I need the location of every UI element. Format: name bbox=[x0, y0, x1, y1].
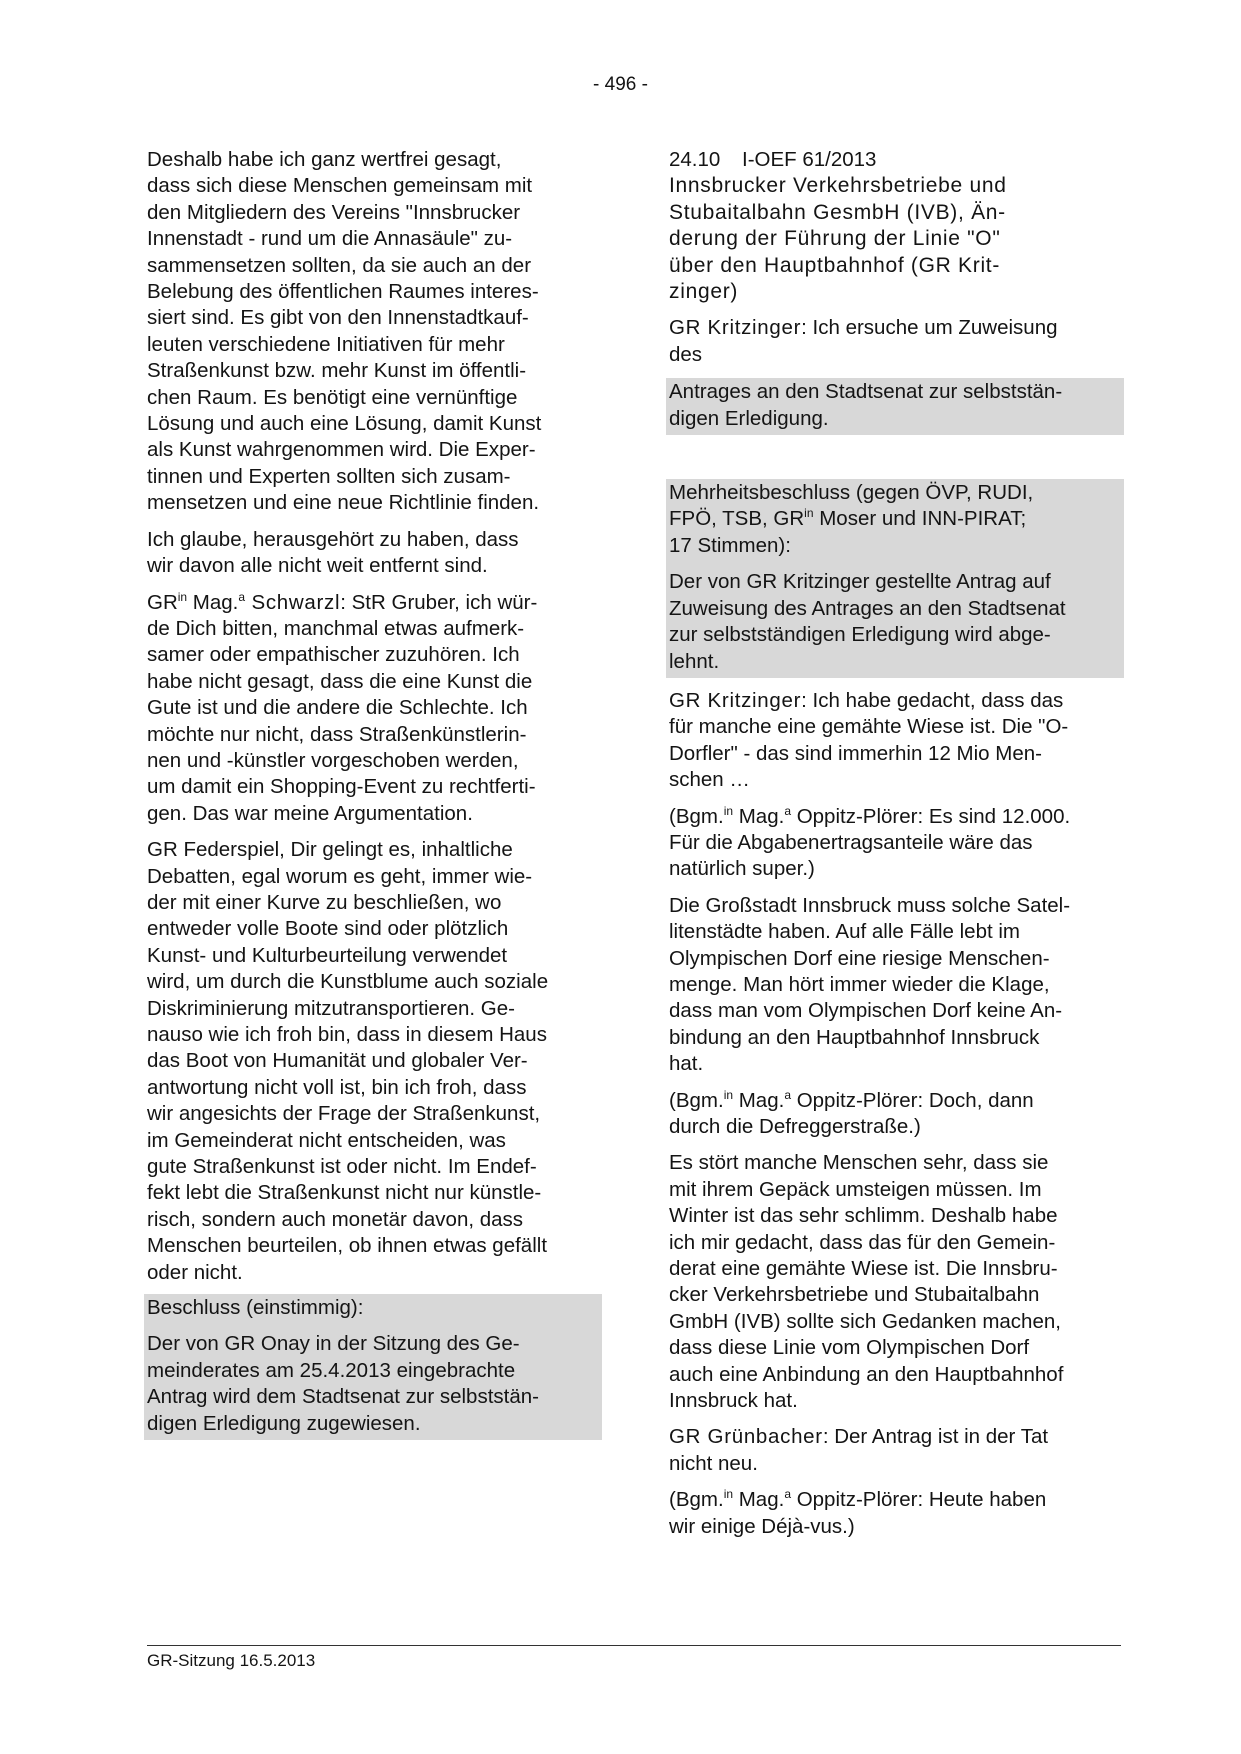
agenda-item-code: I-OEF 61/2013 bbox=[742, 148, 877, 171]
speaker-name: GR Kritzinger bbox=[669, 688, 802, 712]
page-number: - 496 - bbox=[593, 74, 648, 95]
mehrheitsbeschluss-block bbox=[666, 479, 1124, 678]
agenda-item-heading bbox=[669, 147, 1121, 173]
paragraph-wertfrei: Deshalb habe ich ganz wertfrei gesagt, dass sich diese Menschen gemeinsam mit den Mitgliedern des Vereins "Innsbrucker Innenstadt - rund um die Annasäule" zu- sammensetzen sollten, da sie auch an der Belebung des öffentlichen Raumes interes- siert sind. Es gibt von den Innenstadtkauf- leuten verschiedene Initiativen für mehr Straßenkunst bzw. mehr Kunst im öffentli- chen Raum. Es benötigt eine vernünftige Lösung und auch eine Lösung, damit Kunst als Kunst wahrgenommen wird. Die Exper- tinnen und Experten sollten sich zusam- mensetzen und eine neue Richtlinie finden. bbox=[147, 148, 542, 515]
paragraph-schwarzl: $GR^{in}$ Mag.$^a$ Schwarzl: StR Gruber, ich wür- de Dich bitten, manchmal etwas aufmerk- samer oder empathischer zuzuhören. Ich habe nicht gesagt, dass die eine Kunst die Gute ist und die andere die Schlechte. Ich möchte nur nicht, dass Straßenkünstlerin- nen und -künstler vorgeschoben werden, um damit ein Shopping-Event zu rechtferti- gen. Das war meine Argumentation. bbox=[147, 589, 538, 825]
mehrheitsbeschluss-label: Mehrheitsbeschluss (gegen ÖVP, RUDI, FPÖ, TSB, $GR^{in}$ Moser und INN-PIRAT; 17 Stimmen): bbox=[669, 481, 1034, 557]
footer-divider bbox=[147, 1645, 1121, 1646]
paragraph-bgm-interjection-3: (Bgm.$^{in}$ Mag.$^a$ Oppitz-Plörer: Heute haben wir einige Déjà-vus.) bbox=[669, 1487, 1047, 1538]
beschluss-label: Beschluss (einstimmig): bbox=[147, 1296, 364, 1320]
speaker-name: GR Kritzinger bbox=[669, 316, 802, 340]
agenda-item-title: Innsbrucker Verkehrsbetriebe und Stubaitalbahn GesmbH (IVB), Än- derung der Führung der Linie "O" über den Hauptbahnhof (GR Krit- zinger) bbox=[669, 174, 1007, 304]
paragraph-bgm-interjection-1: (Bgm.$^{in}$ Mag.$^a$ Oppitz-Plörer: Es sind 12.000. Für die Abgabenertragsanteile wäre das natürlich super.) bbox=[669, 803, 1071, 881]
right-column bbox=[669, 147, 1121, 1540]
paragraph-herausgehoert: Ich glaube, herausgehört zu haben, dass wir davon alle nicht weit entfernt sind. bbox=[147, 527, 519, 578]
beschluss-text: Der von GR Onay in der Sitzung des Ge- meinderates am 25.4.2013 eingebrachte Antrag wird dem Stadtsenat zur selbststän- digen Erledigung zugewiesen. bbox=[147, 1332, 539, 1435]
request-shaded-block: Antrages an den Stadtsenat zur selbststän- digen Erledigung. bbox=[666, 378, 1124, 435]
paragraph-gepaeck: Es stört manche Menschen sehr, dass sie mit ihrem Gepäck umsteigen müssen. Im Winter ist das sehr schlimm. Deshalb habe ich mir gedacht, dass das für den Gemein- derat eine gemähte Wiese ist. Die Innsbru- cker Verkehrsbetriebe und Stubaitalbahn GmbH (IVB) sollte sich Gedanken machen, dass diese Linie vom Olympischen Dorf auch eine Anbindung an den Hauptbahnhof Innsbruck hat. bbox=[669, 1151, 1064, 1413]
mehrheitsbeschluss-text: Der von GR Kritzinger gestellte Antrag auf Zuweisung des Antrages an den Stadtsenat zur selbstständigen Erledigung wird abge- lehnt. bbox=[669, 570, 1066, 673]
paragraph-bgm-interjection-2: (Bgm.$^{in}$ Mag.$^a$ Oppitz-Plörer: Doch, dann durch die Defreggerstraße.) bbox=[669, 1087, 1034, 1138]
paragraph-gruenbacher: GR Grünbacher: Der Antrag ist in der Tat nicht neu. bbox=[669, 1425, 1049, 1475]
paragraph-grossstadt: Die Großstadt Innsbruck muss solche Satel- litenstädte haben. Auf alle Fälle lebt im Olympischen Dorf eine riesige Menschen- menge. Man hört immer wieder die Klage, dass man vom Olympischen Dorf keine An- bindung an den Hauptbahnhof Innsbruck hat. bbox=[669, 893, 1071, 1076]
speaker-name: GR Grünbacher bbox=[669, 1425, 823, 1449]
paragraph-kritzinger-wiese: GR Kritzinger: Ich habe gedacht, dass das für manche eine gemähte Wiese ist. Die "O- Dorfler" - das sind immerhin 12 Mio Men- schen … bbox=[669, 688, 1069, 792]
paragraph-kritzinger-request: GR Kritzinger: Ich ersuche um Zuweisung des bbox=[669, 316, 1058, 366]
left-column bbox=[147, 147, 599, 1440]
beschluss-block bbox=[144, 1294, 602, 1440]
speaker-name: Schwarzl bbox=[245, 590, 341, 614]
footer-session-label: GR-Sitzung 16.5.2013 bbox=[147, 1651, 316, 1670]
paragraph-federspiel: GR Federspiel, Dir gelingt es, inhaltliche Debatten, egal worum es geht, immer wie- der mit einer Kurve zu beschließen, wo entweder volle Boote sind oder plötzlich Kunst- und Kulturbeurteilung verwendet wird, um durch die Kunstblume auch soziale Diskriminierung mitzutransportieren. Ge- nauso wie ich froh bin, dass in diesem Haus das Boot von Humanität und globaler Ver- antwortung nicht voll ist, bin ich froh, dass wir angesichts der Frage der Straßenkunst, im Gemeinderat nicht entscheiden, was gute Straßenkunst ist oder nicht. Im Endef- fekt lebt die Straßenkunst nicht nur künstle- risch, sondern auch monetär davon, dass Menschen beurteilen, ob ihnen etwas gefällt oder nicht. bbox=[147, 838, 549, 1284]
agenda-item-number: 24.10 bbox=[669, 148, 721, 171]
